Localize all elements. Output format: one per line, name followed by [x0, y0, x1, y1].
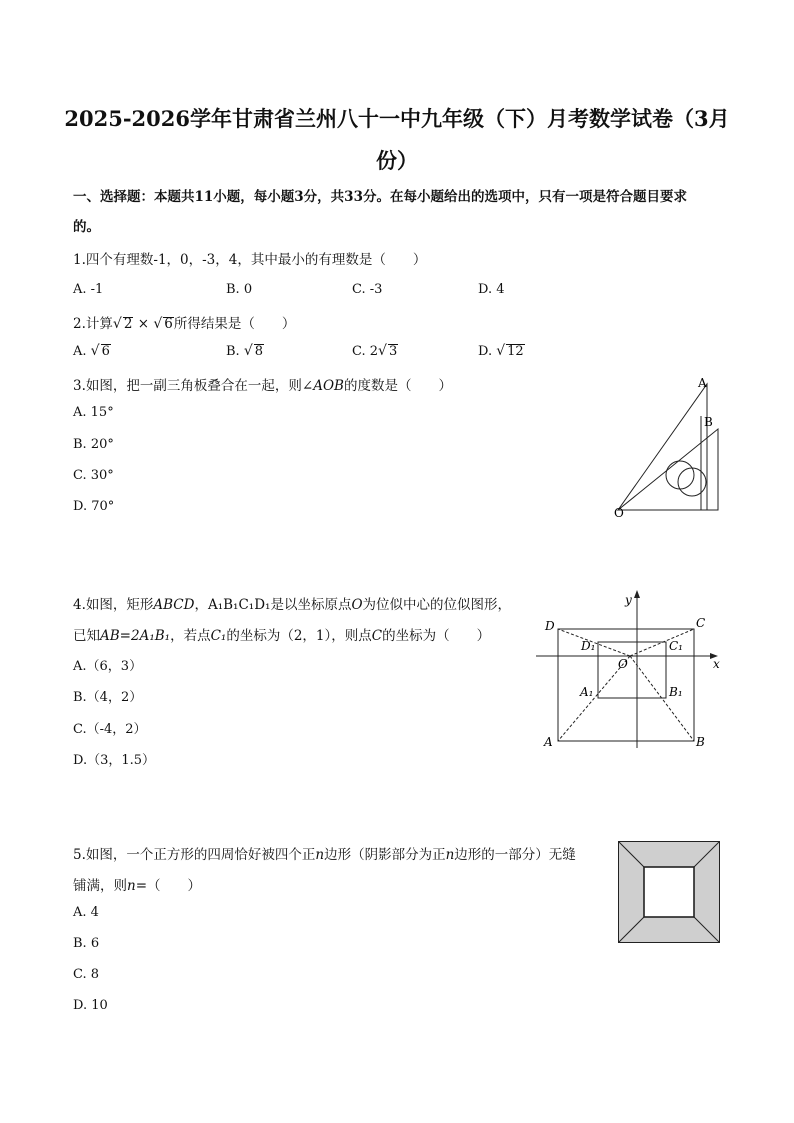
q2-times: ×: [137, 316, 150, 332]
q3-label-o: O: [614, 506, 624, 520]
q5-figure-square-frame: [618, 841, 720, 943]
question-1-stem: 1.四个有理数-1，0，-3，4，其中最小的有理数是（ ）: [73, 252, 427, 268]
q4-option-b[interactable]: B.（4，2）: [73, 690, 143, 705]
q2-option-b[interactable]: B. √ 8: [226, 343, 264, 359]
q4-label-a: A: [544, 735, 553, 749]
q4-label-b1: B₁: [669, 685, 683, 699]
q3-option-a[interactable]: A. 15°: [73, 405, 114, 420]
q2-option-c[interactable]: C. 2√ 3: [352, 343, 398, 359]
q4-figure-homothety: [536, 588, 736, 754]
q4-label-a1: A₁: [580, 685, 594, 699]
q3-figure-triangle-rulers: [610, 374, 730, 522]
q3-big-triangle: [618, 384, 707, 510]
q3-angle: ∠AOB: [301, 378, 344, 394]
q3-small-triangle: [618, 429, 718, 510]
q4-option-d[interactable]: D.（3，1.5）: [73, 753, 156, 768]
q3-option-c[interactable]: C. 30°: [73, 468, 114, 483]
q1-option-c[interactable]: C. -3: [352, 282, 383, 297]
q3-label-a: A: [698, 376, 707, 390]
q2-radicand-1: 2: [123, 316, 133, 332]
question-3-stem: 3.如图，把一副三角板叠合在一起，则∠AOB的度数是（ ）: [73, 378, 452, 394]
exam-title-line1: 2025-2026学年甘肃省兰州八十一中九年级（下）月考数学试卷（3月: [64, 106, 730, 131]
section-heading-line2: 的。: [73, 219, 100, 235]
q2-option-d[interactable]: D. √ 12: [478, 343, 524, 359]
q4-label-d: D: [545, 619, 555, 633]
q2-option-a[interactable]: A. √ 6: [73, 343, 110, 359]
q2-prefix: 2.计算: [73, 316, 113, 332]
section-heading-line1: 一、选择题：本题共11小题，每小题3分，共33分。在每小题给出的选项中，只有一项是符合题目要求: [73, 189, 687, 205]
q4-label-b: B: [696, 735, 705, 749]
q3-option-d[interactable]: D. 70°: [73, 499, 115, 514]
q1-option-a[interactable]: A. -1: [73, 282, 104, 297]
section-heading: [73, 182, 723, 242]
q4-label-x: x: [713, 657, 720, 671]
q4-option-a[interactable]: A.（6，3）: [73, 659, 143, 674]
q4-option-c[interactable]: C.（-4，2）: [73, 722, 147, 737]
exam-title: [60, 98, 734, 182]
q4-label-c: C: [696, 616, 706, 630]
q5-option-d[interactable]: D. 10: [73, 998, 108, 1013]
question-2-stem: 2.计算√ 2 × √ 6所得结果是（ ）: [73, 316, 296, 332]
q1-option-b[interactable]: B. 0: [226, 282, 253, 297]
q2-radicand-2: 6: [164, 316, 173, 332]
question-5-stem-line2: 铺满，则n=（ ）: [73, 878, 202, 894]
q5-option-c[interactable]: C. 8: [73, 967, 100, 982]
q3-label-b: B: [704, 415, 713, 429]
q4-label-d1: D₁: [581, 639, 596, 653]
q2-suffix: 所得结果是（ ）: [173, 316, 296, 332]
q3-option-b[interactable]: B. 20°: [73, 437, 114, 452]
q1-option-d[interactable]: D. 4: [478, 282, 505, 297]
question-5-stem-line1: 5.如图，一个正方形的四周恰好被四个正n边形（阴影部分为正n边形的一部分）无缝: [73, 847, 576, 863]
q4-label-o: O: [618, 657, 628, 671]
q5-option-b[interactable]: B. 6: [73, 936, 100, 951]
q5-option-a[interactable]: A. 4: [73, 905, 99, 920]
q4-y-axis-arrow: [634, 590, 640, 598]
q5-inner-square: [644, 867, 694, 917]
q4-label-c1: C₁: [669, 639, 683, 653]
question-4-stem-line2: 已知AB=2A₁B₁，若点C₁的坐标为（2，1），则点C的坐标为（ ）: [73, 628, 491, 644]
question-4-stem-line1: 4.如图，矩形ABCD，A₁B₁C₁D₁是以坐标原点O为位似中心的位似图形，: [73, 597, 512, 613]
q4-label-y: y: [625, 593, 632, 607]
exam-title-line2: 份）: [376, 148, 418, 173]
